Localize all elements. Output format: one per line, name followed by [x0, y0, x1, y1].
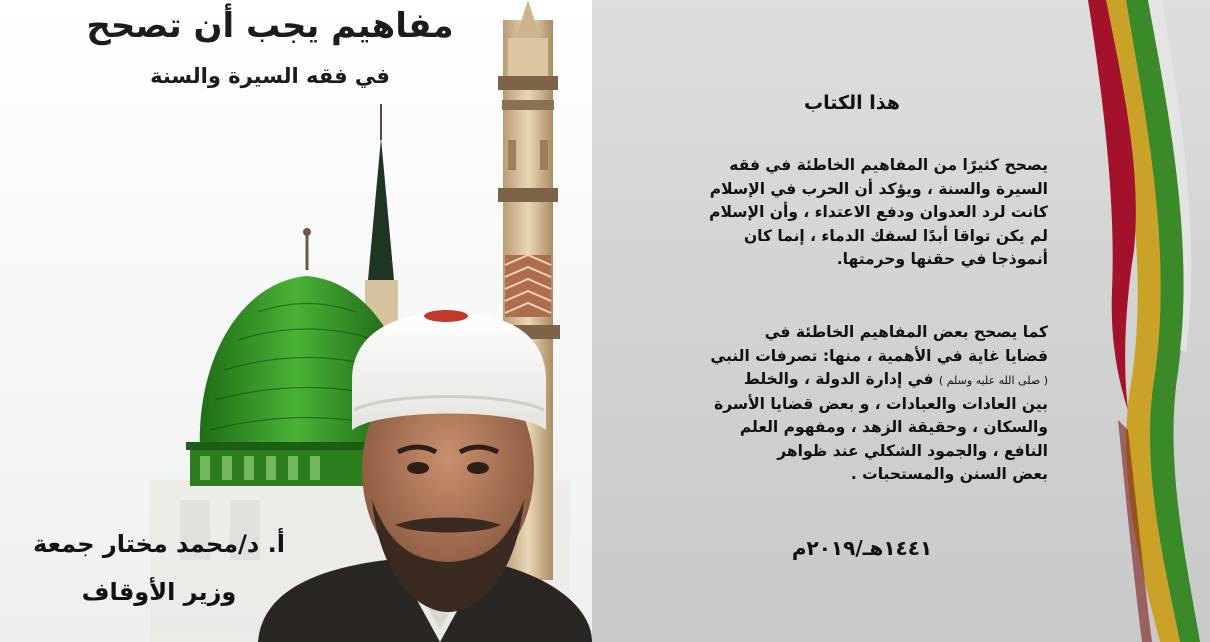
- paragraph-line: بعض السنن والمستحبات .: [850, 465, 1048, 483]
- paragraph-line: كما يصحح بعض المفاهيم الخاطئة في: [764, 323, 1048, 341]
- paragraph-line: والسكان ، وحقيقة الزهد ، ومفهوم العلم: [739, 418, 1048, 436]
- paragraph-line: [628, 368, 1048, 393]
- paragraph-line: قضايا غاية في الأهمية ، منها: تصرفات النبي: [710, 346, 1048, 365]
- paragraph-line-rest: في إدارة الدولة ، والخلط: [743, 370, 939, 388]
- paragraph-line: لم يكن تواقا أبدًا لسفك الدماء ، إنما كان: [743, 226, 1048, 245]
- book-subtitle: في فقه السيرة والسنة: [150, 64, 390, 88]
- paragraph-line: أنموذجا في حقنها وحرمتها.: [836, 250, 1048, 268]
- author-name: أ. د/محمد مختار جمعة: [33, 530, 285, 558]
- paragraph-line: يصحح كثيرًا من المفاهيم الخاطئة في فقه: [729, 156, 1048, 174]
- book-title: مفاهيم يجب أن تصحح: [86, 6, 454, 46]
- back-cover: [592, 0, 1210, 642]
- paragraph-line: السيرة والسنة ، ويؤكد أن الحرب في الإسلام: [709, 179, 1048, 198]
- paragraph-line: النافع ، والجمود الشكلي عند ظواهر: [777, 441, 1048, 460]
- back-cover-heading: هذا الكتاب: [804, 92, 900, 114]
- publication-date: ١٤٤١هـ/٢٠١٩م: [791, 536, 933, 560]
- decorative-ribbon: [1082, 0, 1210, 642]
- paragraph-line: كانت لرد العدوان ودفع الاعتداء ، وأن الإسلام: [709, 203, 1048, 221]
- author-position: وزير الأوقاف: [81, 578, 237, 606]
- front-cover: [0, 0, 592, 642]
- honorific-phrase: ( صلى الله عليه وسلم ): [938, 374, 1048, 387]
- back-cover-paragraph-2: [628, 321, 1048, 487]
- paragraph-line: بين العادات والعبادات ، و بعض قضايا الأسرة: [714, 394, 1048, 413]
- back-cover-paragraph-1: [628, 154, 1048, 272]
